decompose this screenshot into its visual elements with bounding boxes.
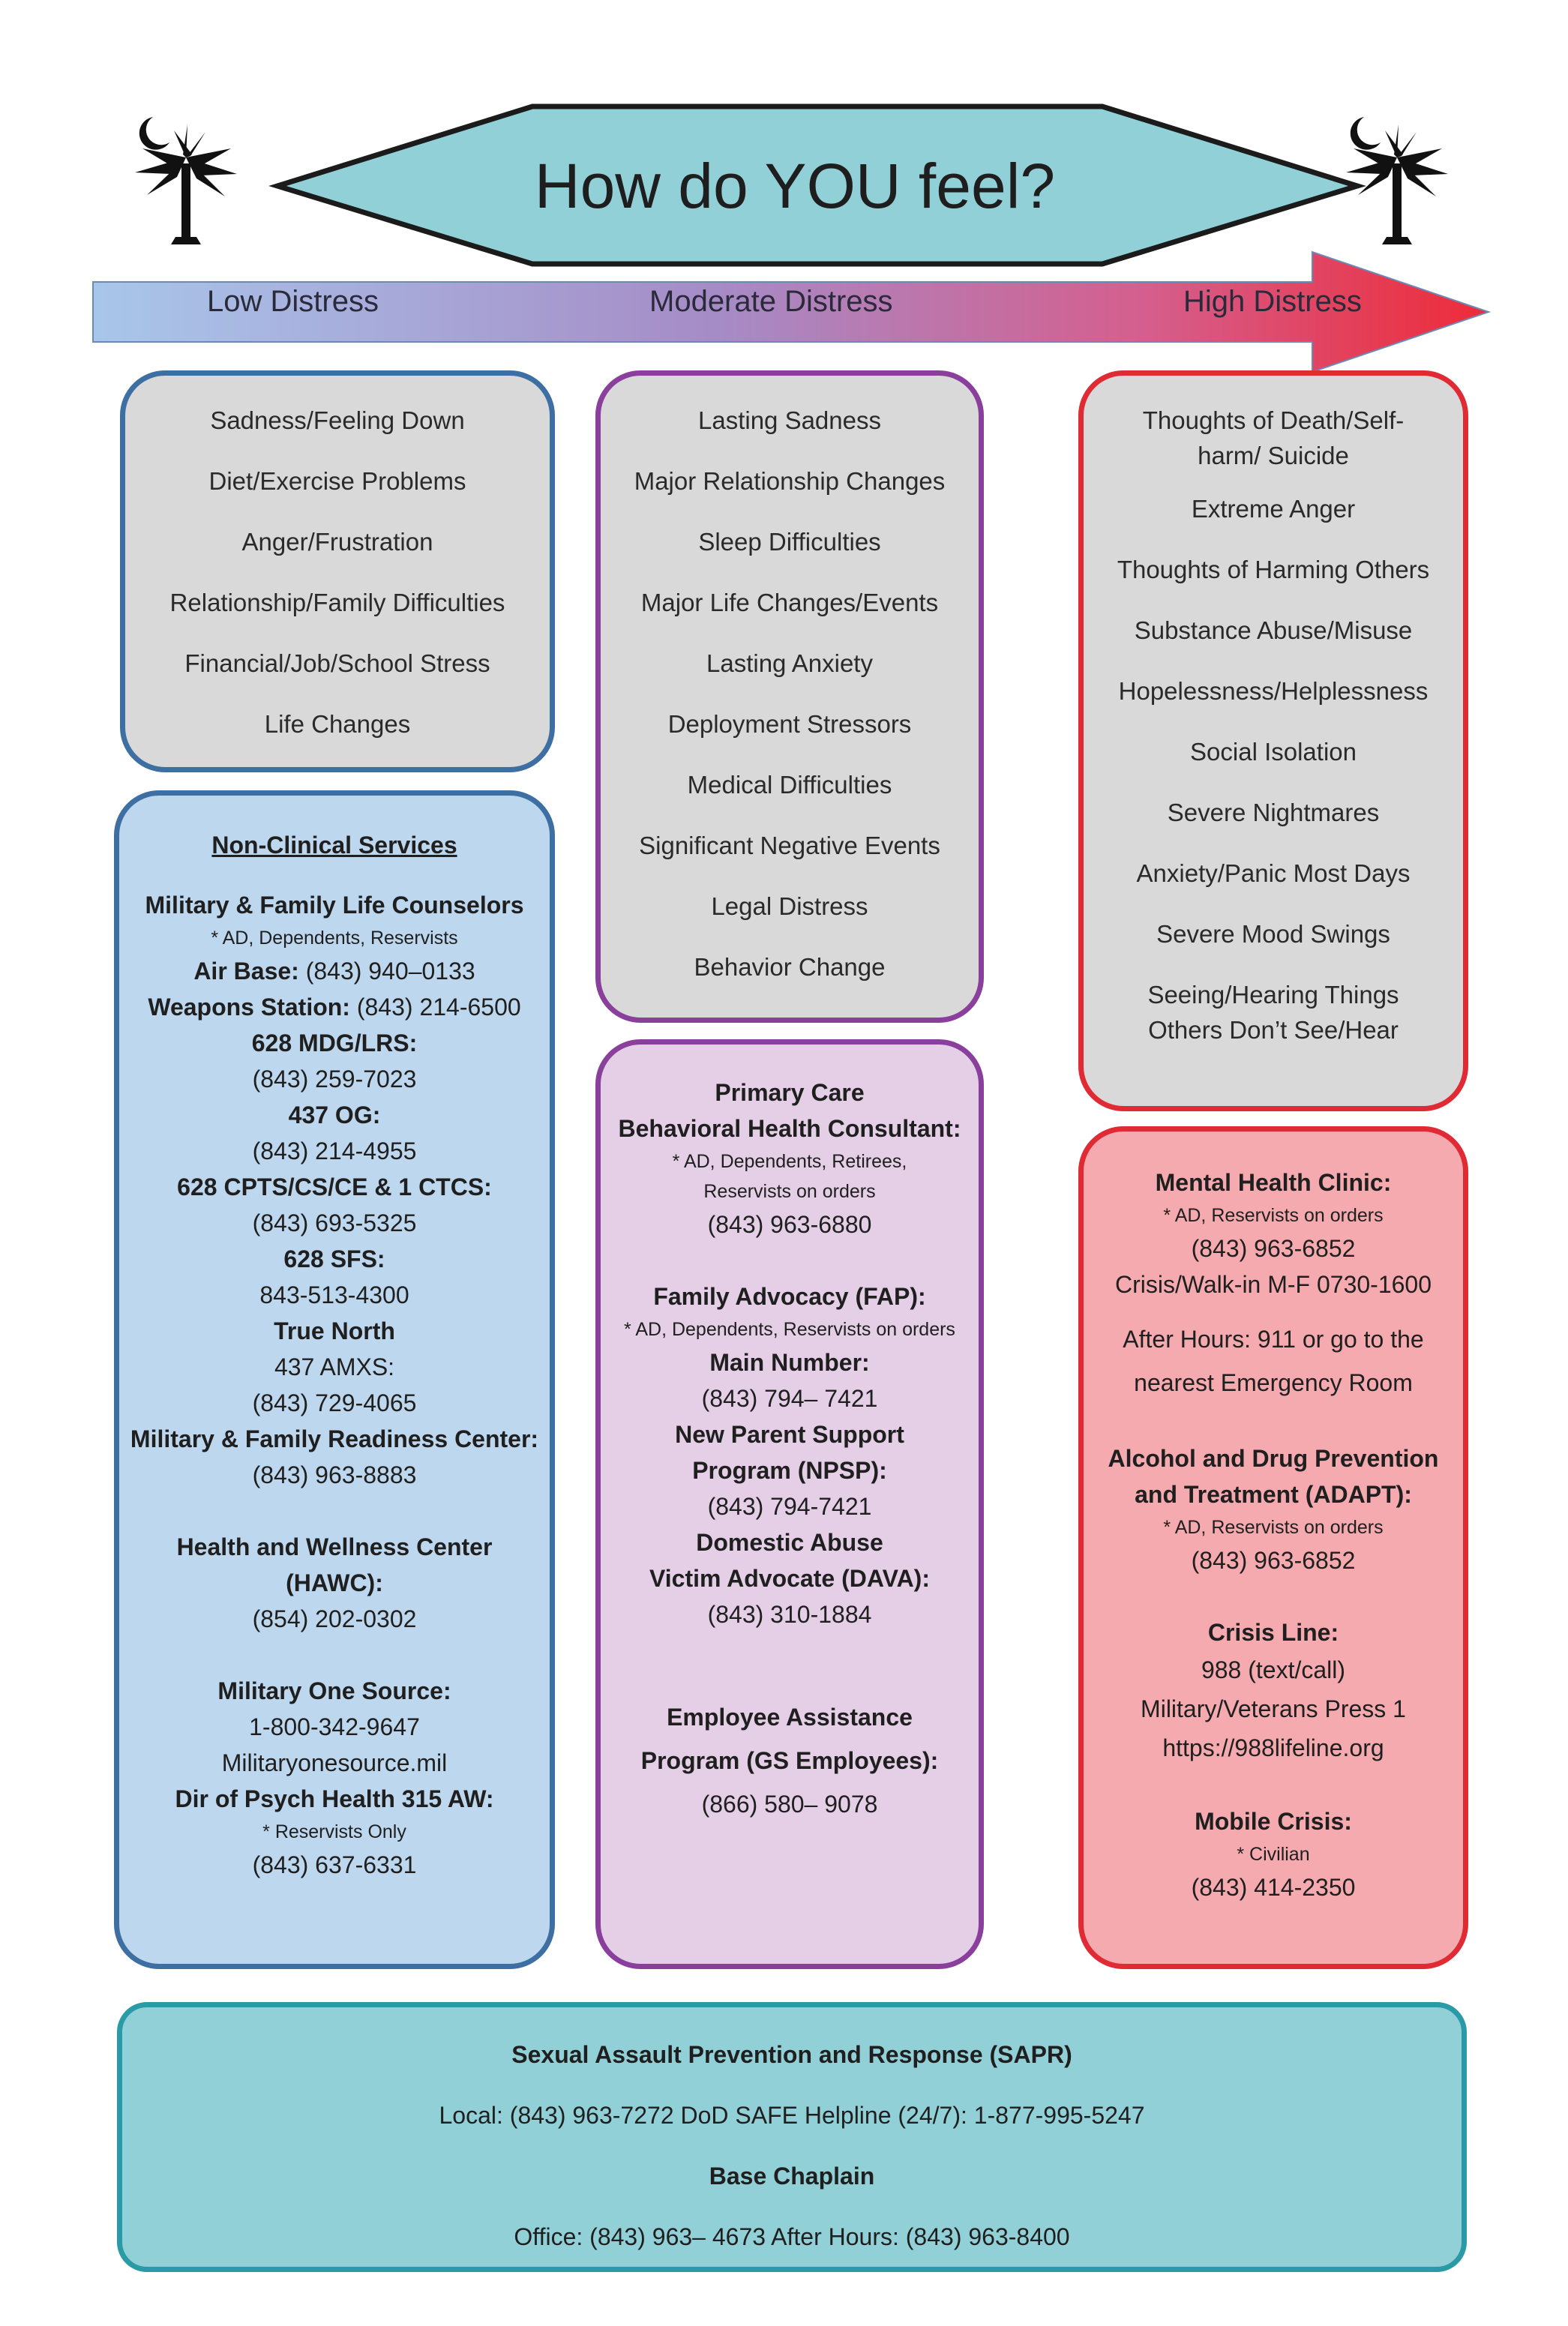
service-name: Mobile Crisis: (1195, 1808, 1352, 1835)
symptom-item: Substance Abuse/Misuse (1134, 616, 1413, 644)
symptom-item: Hopelessness/Helplessness (1118, 677, 1429, 705)
symptom-item: Significant Negative Events (639, 832, 940, 859)
symptom-item: Major Relationship Changes (634, 467, 946, 495)
hours-text: Crisis/Walk-in M-F 0730-1600 (1114, 1271, 1432, 1298)
eligibility-note: * AD, Dependents, Reservists on orders (624, 1319, 955, 1340)
symptom-item: Lasting Anxiety (706, 649, 873, 677)
moderate-distress-symptoms (595, 370, 984, 1023)
crisis-line-text: 988 (text/call) (1201, 1656, 1346, 1683)
service-name: Mental Health Clinic: (1155, 1169, 1392, 1196)
phone-number: (843) 310-1884 (707, 1601, 872, 1628)
symptom-item: Relationship/Family Difficulties (169, 589, 505, 616)
symptom-item: Thoughts of Death/Self-harm/ Suicide (1142, 406, 1405, 469)
after-hours-text: After Hours: 911 or go to the (1123, 1326, 1424, 1353)
eligibility-note: * AD, Reservists on orders (1163, 1205, 1384, 1226)
symptom-item: Legal Distress (711, 892, 868, 920)
scale-moderate-label: Moderate Distress (649, 285, 893, 318)
phone-number: 843-513-4300 (259, 1281, 409, 1308)
service-name: 437 AMXS: (274, 1353, 395, 1380)
after-hours-text: nearest Emergency Room (1134, 1369, 1413, 1396)
service-name: (HAWC): (286, 1569, 383, 1596)
palmetto-moon-icon (127, 112, 240, 255)
service-name: Primary Care (715, 1079, 865, 1106)
symptom-item: Sadness/Feeling Down (210, 406, 465, 434)
symptom-item: Seeing/Hearing Things Others Don’t See/Hear (1147, 981, 1399, 1044)
service-name: Military & Family Readiness Center: (130, 1425, 539, 1452)
symptom-item: Anger/Frustration (241, 528, 433, 556)
eligibility-note: * AD, Dependents, Reservists (211, 928, 458, 949)
symptom-item: Diet/Exercise Problems (208, 467, 466, 495)
non-clinical-services-panel (114, 790, 555, 1969)
service-name: 628 MDG/LRS: (251, 1030, 418, 1057)
eligibility-note: Reservists on orders (703, 1181, 876, 1202)
phone-number: (866) 580– 9078 (701, 1791, 878, 1818)
symptom-item: Medical Difficulties (687, 771, 892, 799)
service-name: Military & Family Life Counselors (145, 892, 524, 919)
service-name: Weapons Station: (148, 994, 350, 1021)
service-name: Crisis Line: (1207, 1619, 1339, 1646)
service-name: Behavioral Health Consultant: (618, 1115, 961, 1142)
symptom-item: Deployment Stressors (667, 710, 912, 738)
symptom-item: Thoughts of Harming Others (1117, 556, 1430, 583)
service-name: 628 CPTS/CS/CE & 1 CTCS: (177, 1173, 492, 1200)
scale-high-label: High Distress (1183, 285, 1362, 318)
symptom-item: Lasting Sadness (697, 406, 881, 434)
eligibility-note: * AD, Reservists on orders (1163, 1517, 1384, 1538)
phone-number: (843) 693-5325 (252, 1209, 417, 1236)
phone-number: 1-800-342-9647 (249, 1713, 420, 1740)
palmetto-moon-icon (1339, 112, 1451, 255)
sapr-heading: Sexual Assault Prevention and Response (SAPR) (511, 2041, 1072, 2068)
service-name: Victim Advocate (DAVA): (649, 1565, 930, 1592)
symptom-item: Life Changes (264, 710, 411, 738)
phone-number: (843) 963-6852 (1191, 1547, 1356, 1574)
website-link[interactable]: https://988lifeline.org (1162, 1734, 1384, 1761)
service-name: Main Number: (709, 1349, 870, 1376)
eligibility-note: * Reservists Only (262, 1821, 406, 1842)
low-distress-symptoms (120, 370, 555, 772)
service-name: Military One Source: (217, 1677, 451, 1704)
symptom-item: Severe Mood Swings (1156, 920, 1390, 948)
phone-number: (843) 794-7421 (707, 1493, 872, 1520)
symptom-item: Sleep Difficulties (698, 528, 881, 556)
crisis-line-text: Military/Veterans Press 1 (1141, 1695, 1406, 1722)
service-name: Air Base: (193, 958, 299, 985)
service-name: New Parent Support (675, 1421, 904, 1448)
service-name: 437 OG: (288, 1102, 381, 1129)
phone-number: (843) 729-4065 (252, 1389, 417, 1416)
phone-number: (843) 963-6852 (1191, 1235, 1356, 1262)
scale-low-label: Low Distress (207, 285, 379, 318)
service-name: Employee Assistance (667, 1704, 913, 1731)
symptom-item: Financial/Job/School Stress (184, 649, 490, 677)
eligibility-note: * Civilian (1237, 1844, 1310, 1865)
footer-panel (117, 2002, 1467, 2272)
phone-number: (854) 202-0302 (252, 1605, 417, 1632)
symptom-item: Extreme Anger (1191, 495, 1356, 523)
service-name: Program (NPSP): (692, 1457, 887, 1484)
phone-number: (843) 637-6331 (252, 1851, 417, 1878)
phone-number: (843) 940–0133 (298, 958, 475, 985)
service-name: Alcohol and Drug Prevention (1108, 1445, 1439, 1472)
phone-number: (843) 963-8883 (252, 1461, 417, 1488)
section-heading: Non-Clinical Services (211, 832, 457, 859)
symptom-item: Anxiety/Panic Most Days (1136, 859, 1411, 887)
sapr-contacts: Local: (843) 963-7272 DoD SAFE Helpline (24/7): 1-877-995-5247 (439, 2102, 1145, 2129)
phone-number: (843) 259-7023 (252, 1066, 417, 1093)
service-name: Program (GS Employees): (640, 1747, 939, 1774)
symptom-item: Severe Nightmares (1167, 799, 1380, 826)
phone-number: (843) 963-6880 (707, 1211, 872, 1238)
service-name: True North (274, 1317, 395, 1344)
website-link[interactable]: Militaryonesource.mil (221, 1749, 448, 1776)
phone-number: (843) 414-2350 (1191, 1874, 1356, 1901)
high-distress-symptoms (1078, 370, 1468, 1111)
eligibility-note: * AD, Dependents, Retirees, (672, 1151, 907, 1172)
phone-number: (843) 214-4955 (252, 1138, 417, 1164)
page-title: How do YOU feel? (534, 151, 1056, 221)
service-name: Family Advocacy (FAP): (653, 1283, 926, 1310)
phone-number: (843) 794– 7421 (701, 1385, 878, 1412)
service-name: and Treatment (ADAPT): (1135, 1481, 1412, 1508)
service-name: Health and Wellness Center (176, 1533, 493, 1560)
clinical-services-panel (1078, 1126, 1468, 1969)
phone-number: (843) 214-6500 (349, 994, 521, 1021)
service-name: 628 SFS: (283, 1245, 385, 1272)
chaplain-contacts: Office: (843) 963– 4673 After Hours: (843) 963-8400 (514, 2223, 1070, 2250)
service-name: Domestic Abuse (696, 1529, 883, 1556)
primary-care-panel (595, 1039, 984, 1969)
service-name: Dir of Psych Health 315 AW: (175, 1785, 494, 1812)
symptom-item: Behavior Change (694, 953, 886, 981)
chaplain-heading: Base Chaplain (709, 2163, 875, 2190)
symptom-item: Major Life Changes/Events (640, 589, 939, 616)
symptom-item: Social Isolation (1190, 738, 1357, 766)
